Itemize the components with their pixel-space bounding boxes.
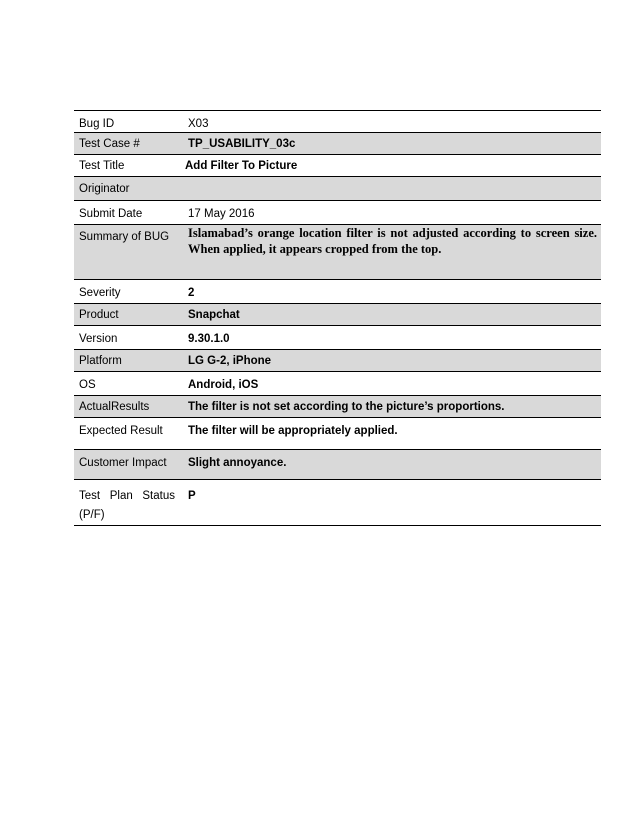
row-summary — [74, 225, 601, 280]
row-expected-result — [74, 418, 601, 450]
value-bug-id: X03 — [183, 111, 601, 133]
row-test-title — [74, 155, 601, 177]
label-test-plan-status-line2: (P/F) — [79, 509, 105, 521]
row-version — [74, 326, 601, 350]
label-product: Product — [74, 304, 183, 326]
label-platform: Platform — [74, 350, 183, 372]
row-submit-date — [74, 201, 601, 225]
row-test-plan-status — [74, 480, 601, 526]
value-test-case: TP_USABILITY_03c — [183, 133, 601, 155]
value-summary: Islamabad’s orange location filter is not adjusted according to screen size. When applied, it appears cropped from the top. — [183, 225, 601, 280]
value-submit-date: 17 May 2016 — [188, 208, 255, 220]
label-os: OS — [79, 379, 96, 391]
value-actual-results: The filter is not set according to the picture’s proportions. — [183, 396, 601, 418]
row-severity — [74, 280, 601, 304]
label-originator: Originator — [74, 177, 183, 201]
value-expected-result: The filter will be appropriately applied. — [188, 425, 398, 437]
row-actual-results — [74, 396, 601, 418]
label-test-title: Test Title — [79, 160, 125, 172]
label-severity: Severity — [79, 287, 121, 299]
row-platform — [74, 350, 601, 372]
row-customer-impact — [74, 450, 601, 480]
value-product: Snapchat — [183, 304, 601, 326]
label-summary: Summary of BUG — [74, 225, 183, 280]
value-os: Android, iOS — [188, 379, 259, 391]
value-test-title: Add Filter To Picture — [185, 160, 298, 172]
value-test-plan-status: P — [183, 480, 601, 526]
row-originator — [74, 177, 601, 201]
value-originator — [183, 177, 601, 201]
label-submit-date: Submit Date — [79, 208, 143, 220]
label-test-plan-status-line1: Test Plan Status — [79, 490, 175, 502]
label-actual-results: ActualResults — [74, 396, 183, 418]
row-test-case — [74, 133, 601, 155]
label-customer-impact: Customer Impact — [74, 450, 183, 480]
label-test-plan-status — [74, 480, 183, 526]
label-test-case: Test Case # — [74, 133, 183, 155]
label-expected-result: Expected Result — [79, 425, 163, 437]
label-version: Version — [79, 333, 118, 345]
value-platform: LG G-2, iPhone — [183, 350, 601, 372]
value-severity: 2 — [188, 287, 195, 299]
value-version: 9.30.1.0 — [188, 333, 230, 345]
label-bug-id: Bug ID — [74, 111, 183, 133]
bug-report-table — [74, 110, 601, 526]
row-product — [74, 304, 601, 326]
row-bug-id — [74, 111, 601, 133]
value-customer-impact: Slight annoyance. — [183, 450, 601, 480]
row-os — [74, 372, 601, 396]
